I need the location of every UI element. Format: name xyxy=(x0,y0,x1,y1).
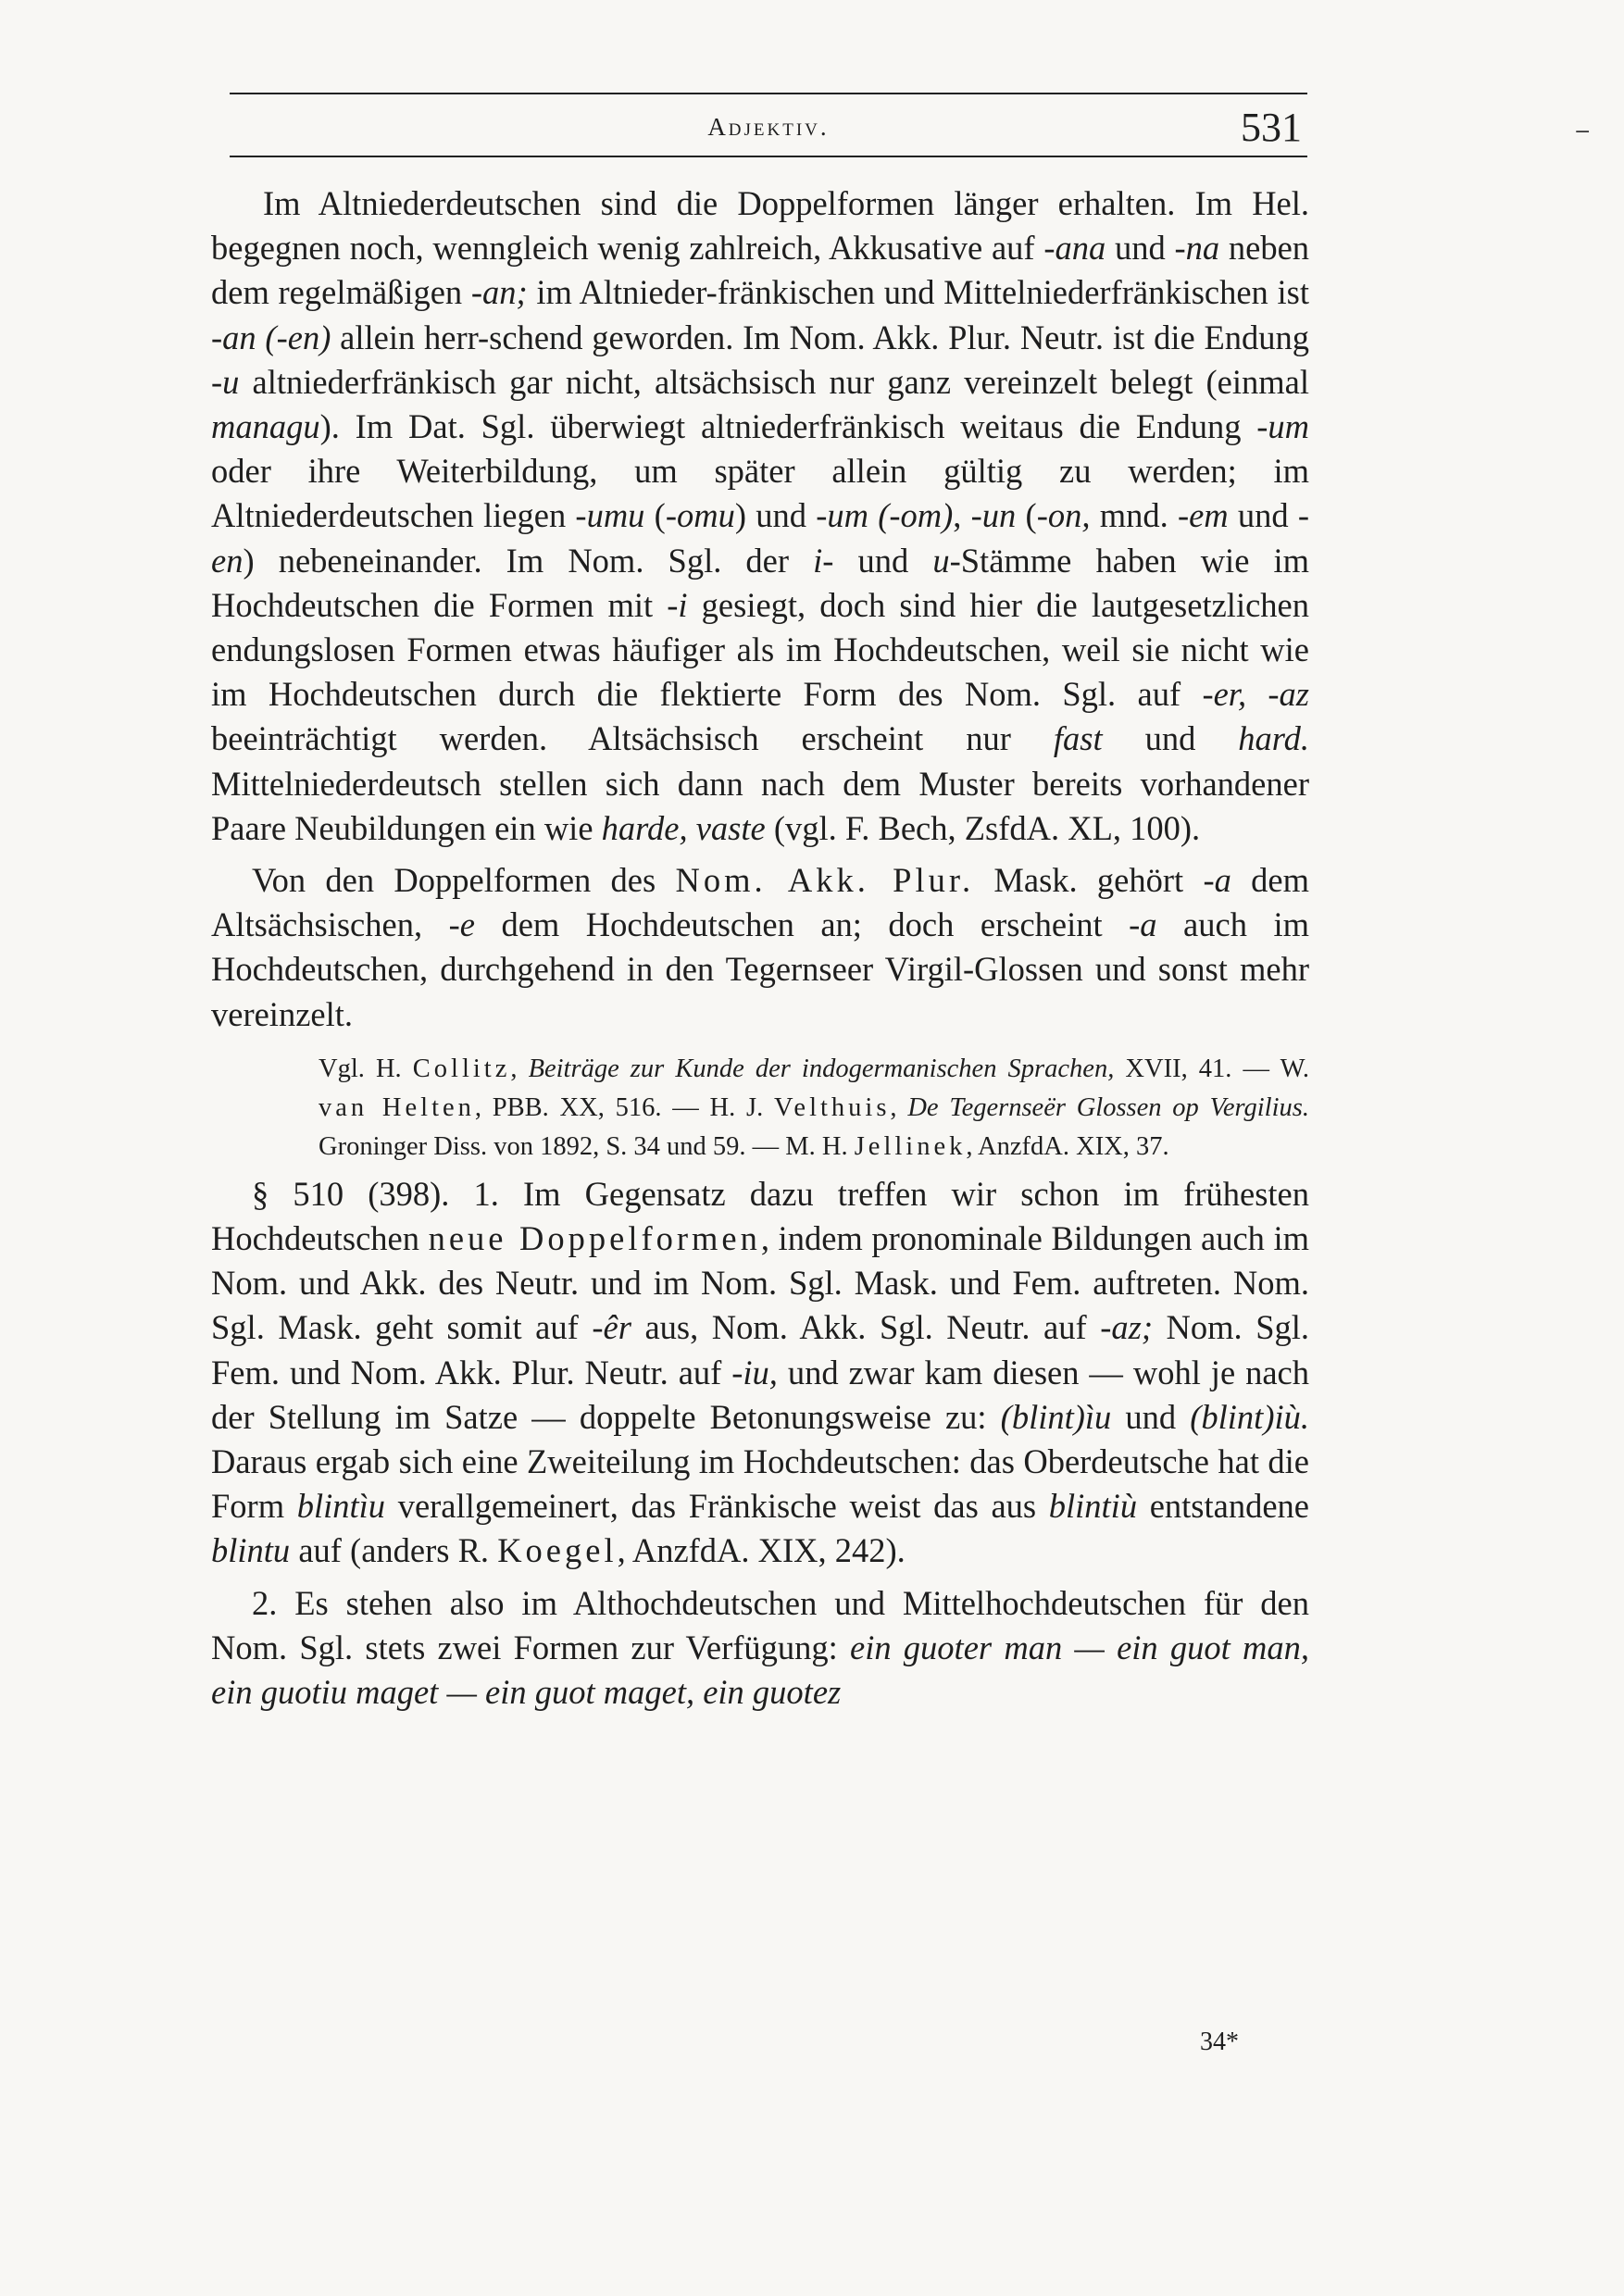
paragraph-3: § 510 (398). 1. Im Gegensatz dazu treffen wir schon im frühesten Hochdeutschen neue Doppelformen, indem pronominale Bildungen auch im Nom. und Akk. des Neutr. und im Nom. Sgl. Mask. und Fem. auftreten. Nom. Sgl. Mask. geht somit auf -êr aus, Nom. Akk. Sgl. Neutr. auf -az; Nom. Sgl. Fem. und Nom. Akk. Plur. Neutr. auf -iu, und zwar kam diesen — wohl je nach der Stellung im Satze — doppelte Betonungsweise zu: (blint)ìu und (blint)iù. Daraus ergab sich eine Zweiteilung im Hochdeutschen: das Oberdeutsche hat die Form blintìu verallgemeinert, das Fränkische weist das aus blintiù entstandene blintu auf (anders R. Koegel, AnzfdA. XIX, 242). xyxy=(211,1174,1310,1570)
header-rule-top xyxy=(230,93,1307,94)
bibliographic-note: Vgl. H. Collitz, Beiträge zur Kunde der indogermanischen Sprachen, XVII, 41. — W. van Helten, PBB. XX, 516. — H. J. Velthuis, De Tegernseër Glossen op Vergilius. Groninger Diss. von 1892, S. 34 und 59. — M. H. Jellinek, AnzfdA. XIX, 37. xyxy=(319,1054,1309,1161)
header-rule-bottom xyxy=(230,156,1307,157)
signature-mark: 34* xyxy=(1200,2028,1239,2056)
paragraph-1: Im Altniederdeutschen sind die Doppelformen länger erhalten. Im Hel. begegnen noch, wenngleich wenig zahlreich, Akkusative auf -ana und -na neben dem regelmäßigen -an; im Altnieder-fränkischen und Mittelniederfränkischen ist -an (-en) allein herr-schend geworden. Im Nom. Akk. Plur. Neutr. ist die Endung -u altniederfränkisch gar nicht, altsächsisch nur ganz vereinzelt belegt (einmal managu). Im Dat. Sgl. überwiegt altniederfränkisch weitaus die Endung -um oder ihre Weiterbildung, um später allein gültig zu werden; im Altniederdeutschen liegen -umu (-omu) und -um (-om), -un (-on, mnd. -em und -en) nebeneinander. Im Nom. Sgl. der i- und u-Stämme haben wie im Hochdeutschen die Formen mit -i gesiegt, doch sind hier die lautgesetzlichen endungslosen Formen etwas häufiger als im Hochdeutschen, weil sie nicht wie im Hochdeutschen durch die flektierte Form des Nom. Sgl. auf -er, -az beeinträchtigt werden. Altsächsisch erscheint nur fast und hard. Mittelniederdeutsch stellen sich dann nach dem Muster bereits vorhandener Paare Neubildungen ein wie harde, vaste (vgl. F. Bech, ZsfdA. XL, 100). xyxy=(211,184,1310,847)
running-title: Adjektiv. xyxy=(707,113,830,141)
margin-mark: − xyxy=(1574,120,1592,144)
body-text xyxy=(211,181,1309,1722)
running-head xyxy=(230,105,1307,150)
page-number: 531 xyxy=(1241,105,1302,150)
paragraph-4: 2. Es stehen also im Althochdeutschen und Mittelhochdeutschen für den Nom. Sgl. stets zwei Formen zur Verfügung: ein guoter man — ein guot man, ein guotiu maget — ein guot maget, ein guotez xyxy=(211,1583,1309,1712)
paragraph-2: Von den Doppelformen des Nom. Akk. Plur. Mask. gehört -a dem Altsächsischen, -e dem Hochdeutschen an; doch erscheint -a auch im Hochdeutschen, durchgehend in den Tegernseer Virgil-Glossen und sonst mehr vereinzelt. xyxy=(211,861,1309,1033)
